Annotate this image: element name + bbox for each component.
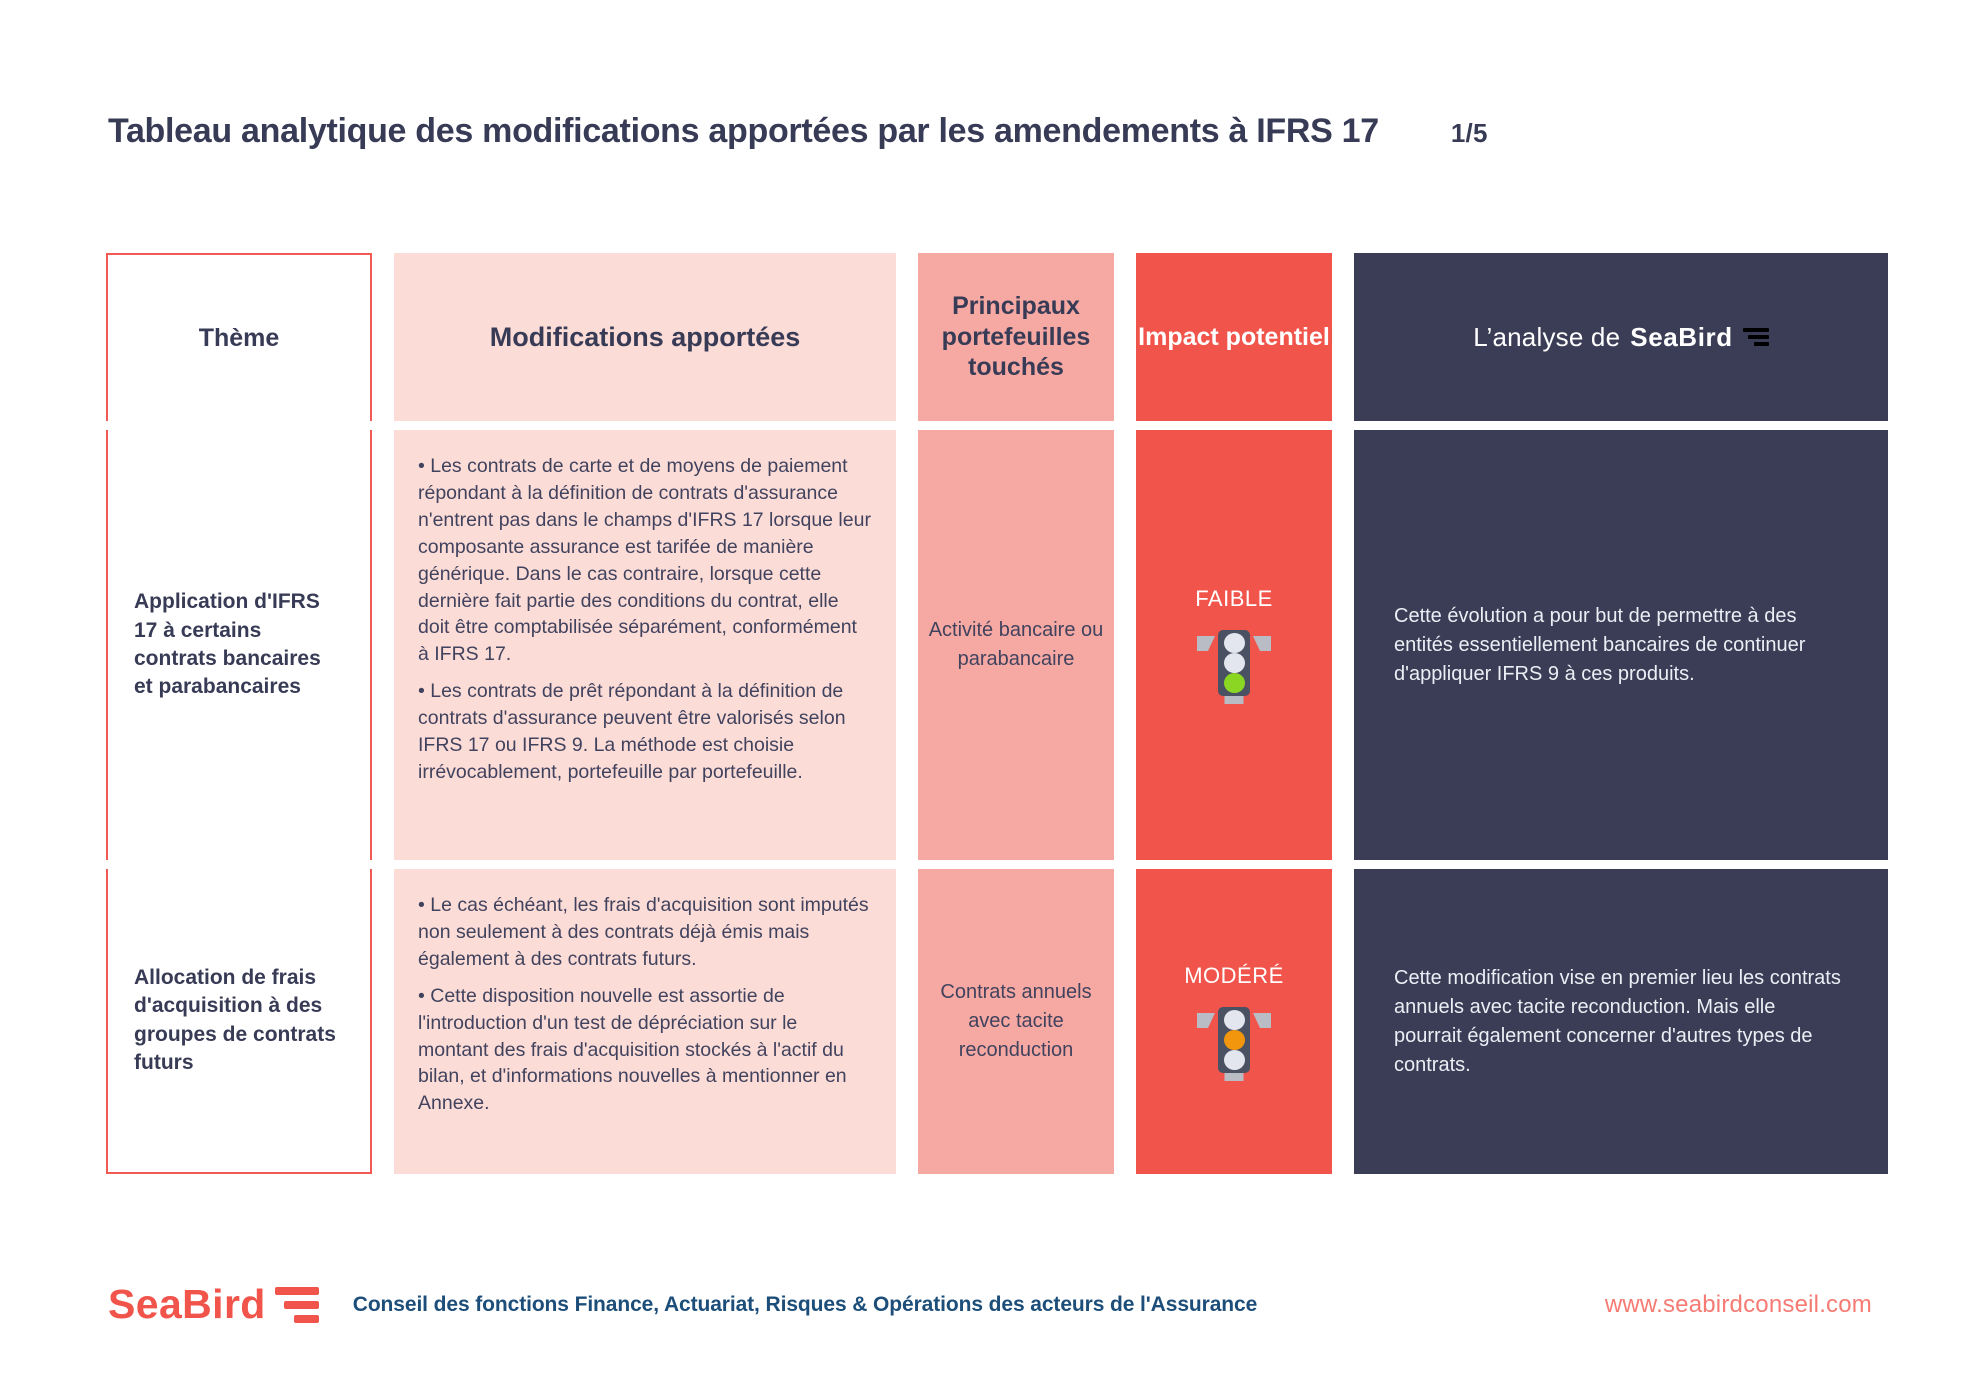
traffic-light-lamp-green bbox=[1224, 673, 1245, 693]
analysis-text: Cette modification vise en premier lieu les contrats annuels avec tacite reconduction. Mais elle pourrait également concerner d'autres types de contrats. bbox=[1394, 966, 1841, 1076]
column-header-portfolios-label: Principaux portefeuilles touchés bbox=[941, 292, 1091, 382]
modification-bullet: • Les contrats de prêt répondant à la définition de contrats d'assurance peuvent être valorisés selon IFRS 17 ou IFRS 9. La méthode est choisie irrévocablement, portefeuille par portefeuille. bbox=[418, 680, 846, 783]
column-header-analysis-prefix: L’analyse de bbox=[1473, 321, 1621, 352]
table-header-row bbox=[106, 253, 1888, 421]
column-header-theme-label: Thème bbox=[198, 323, 280, 352]
traffic-light-wing-right bbox=[1253, 636, 1271, 651]
cell-portfolios bbox=[918, 430, 1114, 860]
theme-text: Application d'IFRS 17 à certains contrats bancaires et parabancaires bbox=[134, 590, 321, 699]
analysis-table bbox=[106, 253, 1888, 1174]
traffic-light-body bbox=[1218, 1007, 1250, 1073]
column-header-analysis bbox=[1354, 253, 1888, 421]
traffic-light-lamp-red bbox=[1224, 1010, 1245, 1030]
cell-theme bbox=[106, 869, 372, 1174]
column-header-modifications-label: Modifications apportées bbox=[489, 321, 801, 352]
impact-badge: FAIBLE bbox=[1195, 586, 1273, 611]
cell-analysis bbox=[1354, 430, 1888, 860]
cell-modifications bbox=[394, 430, 896, 860]
cell-theme bbox=[106, 430, 372, 860]
traffic-light-lamp-red bbox=[1224, 633, 1245, 653]
modification-bullet: • Cette disposition nouvelle est assortie de l'introduction d'un test de dépréciation sur le montant des frais d'acquisition stockés à l'actif du bilan, et d'informations nouvelles à mentionner en Annexe. bbox=[418, 984, 847, 1115]
page-footer bbox=[108, 1281, 1872, 1328]
column-header-analysis-brand: SeaBird bbox=[1630, 321, 1733, 352]
column-header-impact-label: Impact potentiel bbox=[1138, 322, 1330, 351]
traffic-light-wing-right bbox=[1253, 1013, 1271, 1028]
traffic-light-body bbox=[1218, 630, 1250, 696]
traffic-light-icon bbox=[1197, 626, 1271, 704]
traffic-light-lamp-amber bbox=[1224, 653, 1245, 673]
cell-portfolios bbox=[918, 869, 1114, 1174]
page-counter: 1/5 bbox=[1450, 118, 1488, 148]
seabird-wordmark: SeaBird bbox=[108, 1281, 266, 1327]
cell-impact bbox=[1136, 869, 1332, 1174]
column-header-modifications bbox=[394, 253, 896, 421]
column-header-impact bbox=[1136, 253, 1332, 421]
portfolios-text: Activité bancaire ou parabancaire bbox=[928, 619, 1104, 670]
page-header bbox=[108, 112, 1872, 151]
traffic-light-lamp-amber bbox=[1224, 1030, 1245, 1050]
seabird-logo-icon bbox=[1743, 328, 1769, 346]
column-header-theme bbox=[106, 253, 372, 421]
traffic-light-wing-left bbox=[1197, 1013, 1215, 1028]
page-title: Tableau analytique des modifications apportées par les amendements à IFRS 17 bbox=[108, 112, 1379, 150]
traffic-light-icon bbox=[1197, 1003, 1271, 1081]
seabird-logo-icon bbox=[275, 1287, 319, 1323]
traffic-light-wing-left bbox=[1197, 636, 1215, 651]
cell-impact bbox=[1136, 430, 1332, 860]
seabird-footer-logo bbox=[108, 1281, 319, 1328]
impact-badge: MODÉRÉ bbox=[1184, 962, 1284, 988]
table-row bbox=[106, 869, 1888, 1174]
theme-text: Allocation de frais d'acquisition à des groupes de contrats futurs bbox=[134, 965, 336, 1074]
modification-bullet: • Les contrats de carte et de moyens de paiement répondant à la définition de contrats d'assurance n'entrent pas dans le champs d'IFRS 17 lorsque leur composante assurance est tarifée de manière générique. Dans le cas contraire, lorsque cette dernière fait partie des conditions du contrat, elle doit être comptabilisée séparément, conformément à IFRS 17. bbox=[418, 455, 871, 666]
table-row bbox=[106, 430, 1888, 860]
footer-url[interactable]: www.seabirdconseil.com bbox=[1604, 1290, 1872, 1318]
cell-modifications bbox=[394, 869, 896, 1174]
portfolios-text: Contrats annuels avec tacite reconduction bbox=[940, 981, 1092, 1061]
footer-tagline: Conseil des fonctions Finance, Actuariat, Risques & Opérations des acteurs de l'Assurance bbox=[352, 1292, 1258, 1316]
column-header-analysis-inner bbox=[1473, 322, 1768, 353]
column-header-portfolios bbox=[918, 253, 1114, 421]
traffic-light-lamp-green bbox=[1224, 1050, 1245, 1070]
analysis-text: Cette évolution a pour but de permettre à des entités essentiellement bancaires de continuer d'appliquer IFRS 9 à ces produits. bbox=[1394, 604, 1806, 685]
modification-bullet: • Le cas échéant, les frais d'acquisition sont imputés non seulement à des contrats déjà émis mais également à des contrats futurs. bbox=[418, 894, 869, 970]
cell-analysis bbox=[1354, 869, 1888, 1174]
